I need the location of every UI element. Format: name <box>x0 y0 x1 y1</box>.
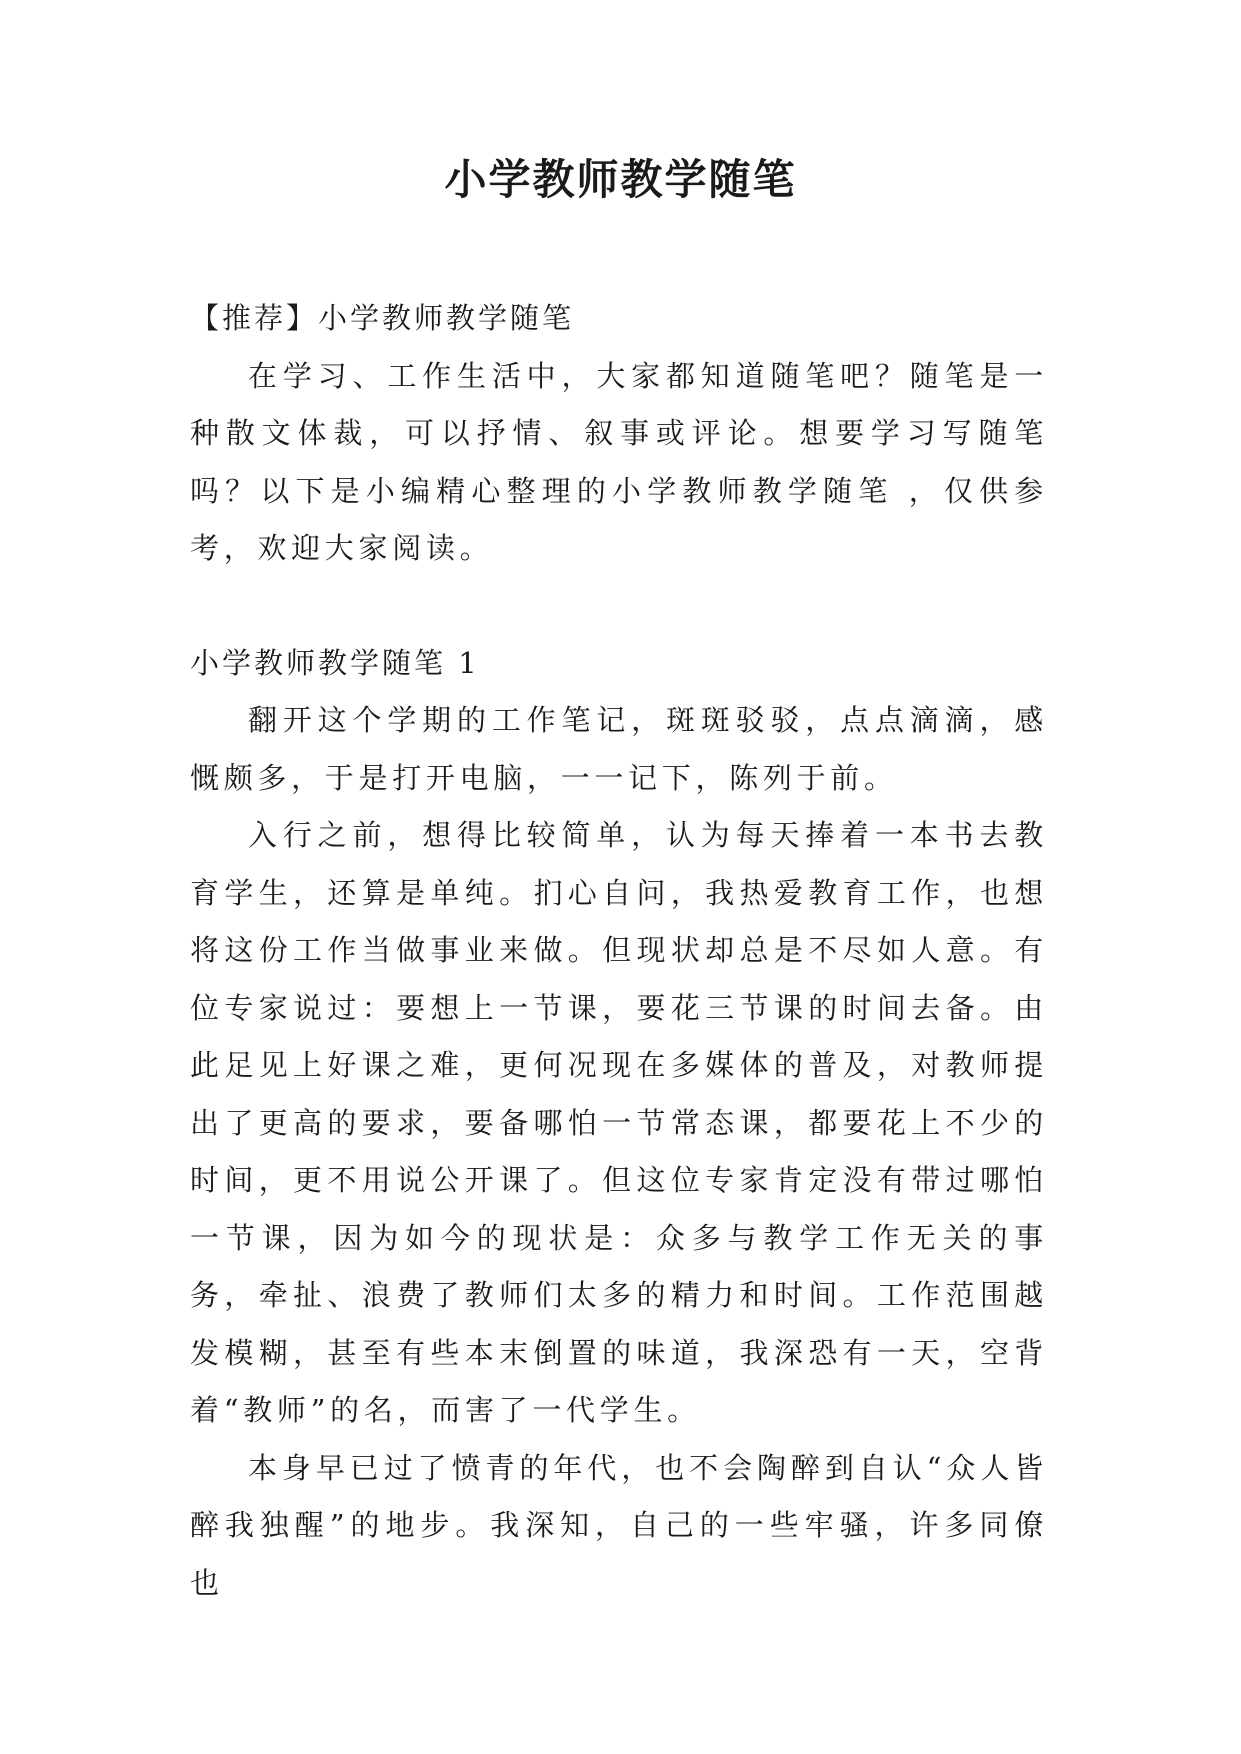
recommend-line: 【推荐】小学教师教学随笔 <box>190 301 575 335</box>
section-title: 小学教师教学随笔 1 <box>190 645 480 680</box>
body-paragraph: 入行之前，想得比较简单，认为每天捧着一本书去教育学生，还算是单纯。扪心自问，我热爱教育工作，也想将这份工作当做事业来做。但现状却总是不尽如人意。有位专家说过：要想上一节课，要花三节课的时间去备。由此足见上好课之难，更何况现在多媒体的普及，对教师提出了更高的要求，要备哪怕一节常态课，都要花上不少的时间，更不用说公开课了。但这位专家肯定没有带过哪怕一节课，因为如今的现状是：众多与教学工作无关的事务，牵扯、浪费了教师们太多的精力和时间。工作范围越发模糊，甚至有些本末倒置的味道，我深恐有一天，空背着“教师”的名，而害了一代学生。 <box>190 818 1048 1427</box>
section-spacer <box>190 578 1048 635</box>
document-title: 小学教师教学随笔 <box>444 155 797 204</box>
intro-paragraph: 在学习、工作生活中，大家都知道随笔吧？随笔是一种散文体裁，可以抒情、叙事或评论。想要学习写随笔吗？以下是小编精心整理的小学教师教学随笔 ，仅供参考，欢迎大家阅读。 <box>190 358 1048 565</box>
document-body <box>190 290 1048 1612</box>
body-paragraph: 翻开这个学期的工作笔记，斑斑驳驳，点点滴滴，感慨颇多，于是打开电脑，一一记下，陈列于前。 <box>190 703 1048 795</box>
body-paragraph: 本身早已过了愤青的年代，也不会陶醉到自认“众人皆醉我独醒”的地步。我深知，自己的一些牢骚，许多同僚也 <box>190 1450 1048 1600</box>
